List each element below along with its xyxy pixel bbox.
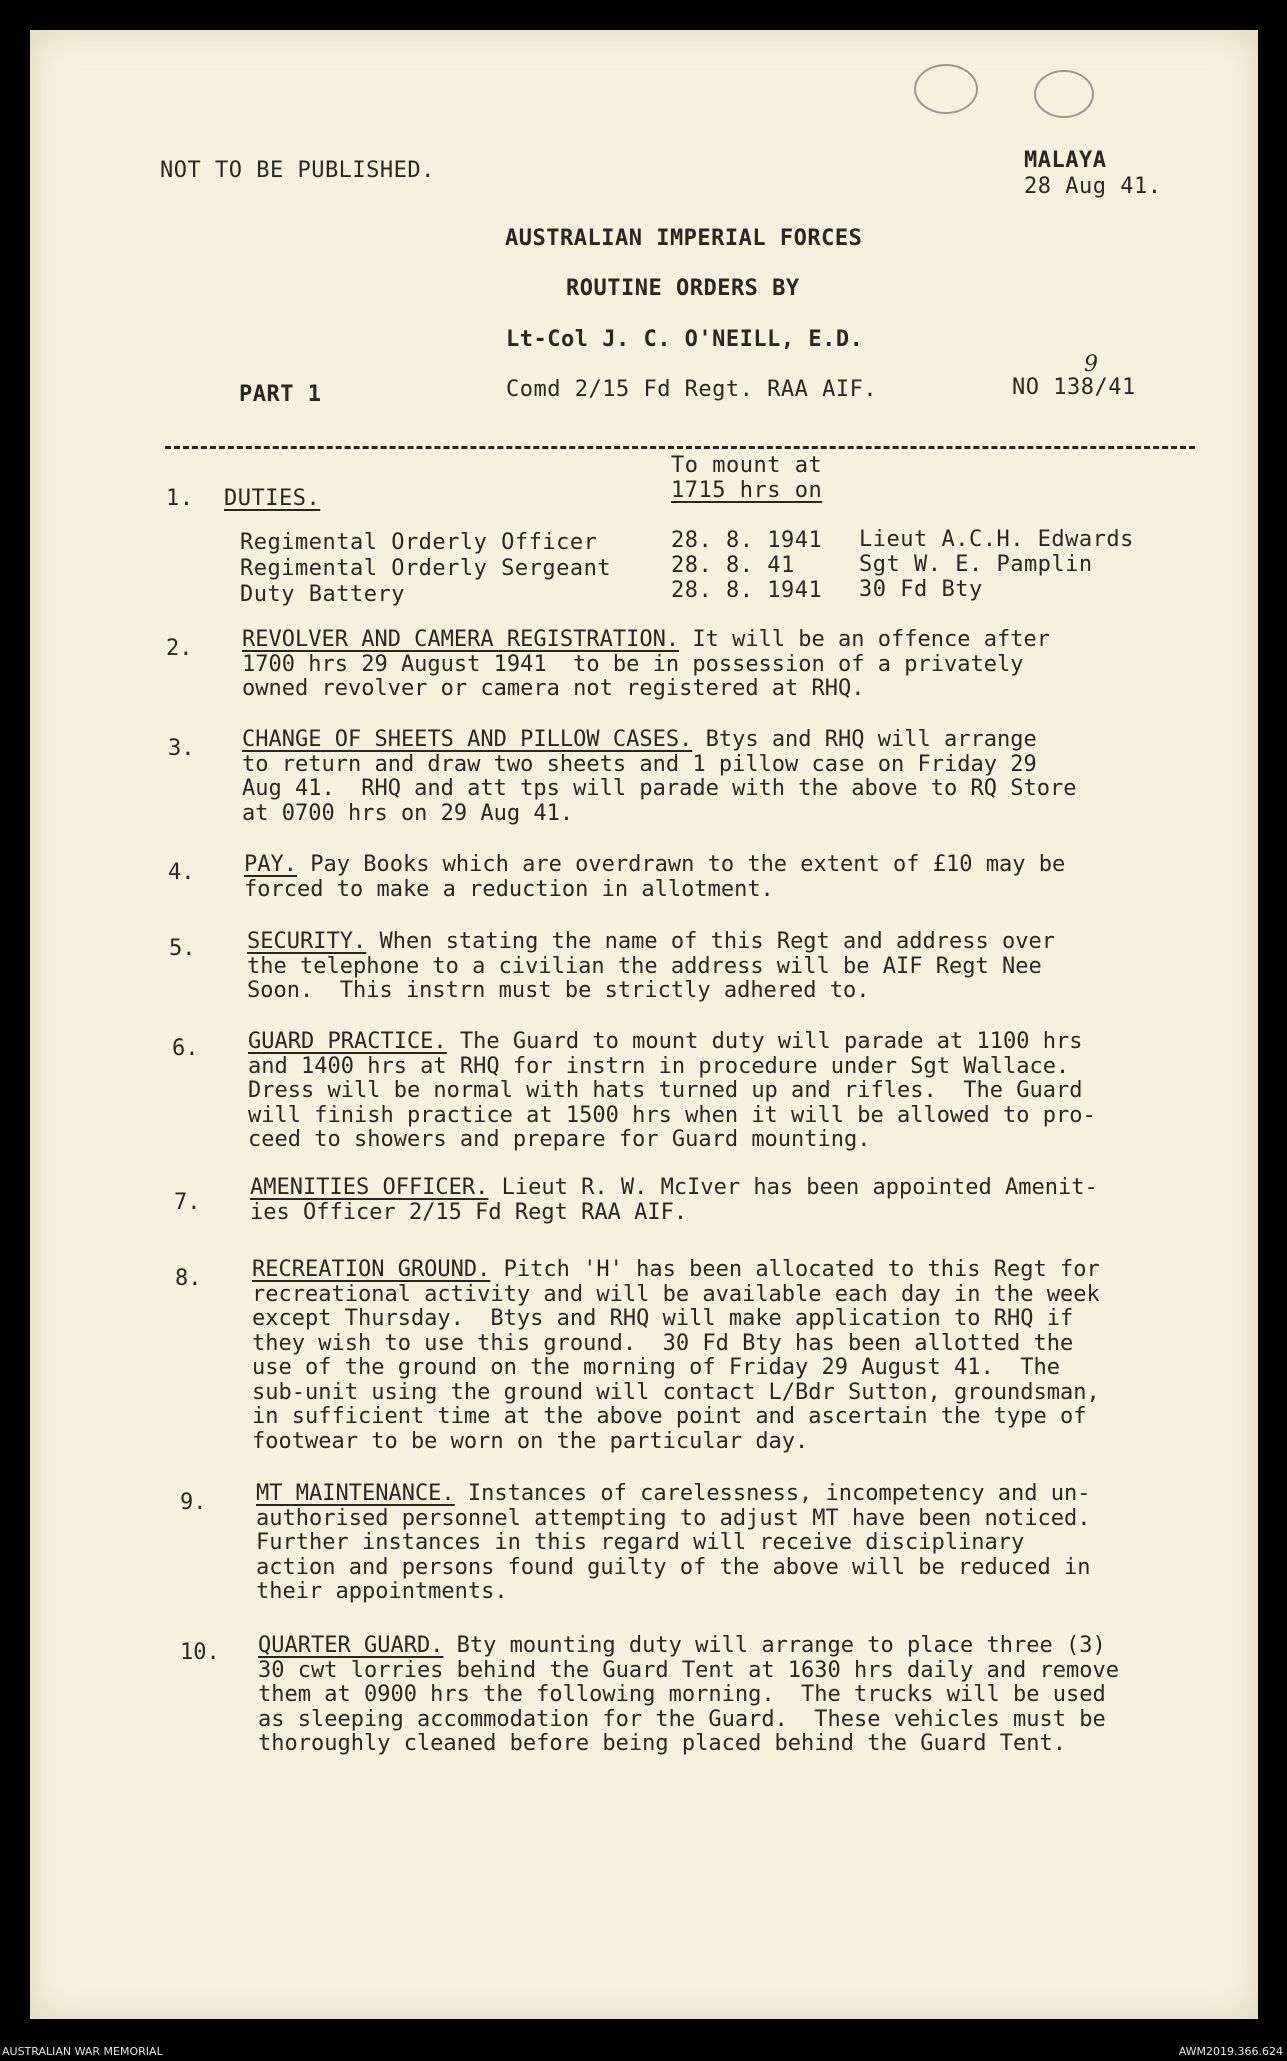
item-line: 1700 hrs 29 August 1941 to be in possession of a privately [242,651,1024,677]
item-pay [244,853,1065,902]
order-number: NO 138/41 [1012,375,1136,400]
item-line: Bty mounting duty will arrange to place three (3) [443,1633,1106,1658]
item-line: in sufficient time at the above point and ascertain the type of [252,1404,1087,1429]
item-line: authorised personnel attempting to adjust MT have been noticed. [256,1505,1091,1531]
item-number-8: 8. [175,1266,202,1291]
title-line-3: Lt-Col J. C. O'NEILL, E.D. [506,327,864,352]
item-line: them at 0900 hrs the following morning. The trucks will be used [258,1682,1106,1707]
duties-column-header-2: 1715 hrs on [671,478,823,503]
punch-hole-mark-right [1034,70,1094,118]
item-revolver-camera-registration [242,628,1050,702]
item-number-2: 2. [166,636,193,661]
item-recreation-ground [252,1258,1100,1454]
item-change-of-sheets [242,728,1076,826]
item-line: action and persons found guilty of the above will be reduced in [256,1554,1091,1580]
item-heading: MT MAINTENANCE. [256,1481,455,1506]
duty-date-3: 28. 8. 1941 [671,578,823,603]
item-heading: REVOLVER AND CAMERA REGISTRATION. [242,627,680,652]
item-heading: QUARTER GUARD. [258,1633,444,1658]
item-number-3: 3. [168,736,195,761]
item-number-10: 10. [180,1640,220,1665]
item-line: the telephone to a civilian the address will be AIF Regt Nee [247,953,1042,979]
item-number-6: 6. [172,1036,199,1061]
duty-role-2: Regimental Orderly Sergeant [240,556,612,581]
command-line: Comd 2/15 Fd Regt. RAA AIF. [506,377,878,402]
item-heading: CHANGE OF SHEETS AND PILLOW CASES. [242,727,693,752]
item-line: Pay Books which are overdrawn to the extent of £10 may be [296,852,1066,877]
item-line: Instances of carelessness, incompetency and un- [454,1481,1091,1506]
item-line: except Thursday. Btys and RHQ will make application to RHQ if [252,1306,1074,1331]
item-number-9: 9. [180,1490,207,1515]
item-line: Soon. This instrn must be strictly adhered to. [247,978,870,1003]
item-heading: SECURITY. [247,929,367,954]
duty-date-2: 28. 8. 41 [671,553,795,578]
item-line: owned revolver or camera not registered at RHQ. [242,676,865,701]
duties-column-header-1: To mount at [671,453,823,478]
item-heading: GUARD PRACTICE. [248,1029,447,1054]
item-line: Further instances in this regard will receive disciplinary [256,1530,1025,1555]
item-line: Pitch 'H' has been allocated to this Regt for [490,1257,1100,1282]
item-line: at 0700 hrs on 29 Aug 41. [242,800,574,826]
item-line: When stating the name of this Regt and address over [366,929,1055,954]
item-line: as sleeping accommodation for the Guard. These vehicles must be [258,1706,1106,1732]
item-quarter-guard [258,1634,1119,1757]
item-number-7: 7. [174,1190,201,1215]
duty-date-1: 28. 8. 1941 [671,528,823,553]
location: MALAYA [1024,148,1107,173]
archive-caption-left: AUSTRALIAN WAR MEMORIAL [2,2045,163,2058]
item-line: use of the ground on the morning of Friday 29 August 41. The [252,1355,1060,1380]
item-mt-maintenance [256,1482,1090,1605]
punch-hole-mark-left [914,64,978,114]
handwritten-number-annotation: 9 [1084,352,1098,377]
item-number-5: 5. [169,936,196,961]
item-line: and 1400 hrs at RHQ for instrn in procedure under Sgt Wallace. [248,1053,1070,1079]
item-line: their appointments. [256,1579,508,1604]
item-line: ceed to showers and prepare for Guard mounting. [248,1127,871,1152]
duty-role-3: Duty Battery [240,582,405,607]
item-number-1: 1. [166,486,194,511]
item-line: recreational activity and will be available each day in the week [252,1281,1100,1307]
item-heading: PAY. [244,852,297,877]
item-line: to return and draw two sheets and 1 pillow case on Friday 29 [242,751,1037,777]
duties-heading: DUTIES. [224,486,321,511]
item-line: footwear to be worn on the particular day. [252,1428,809,1454]
item-heading: RECREATION GROUND. [252,1257,491,1282]
item-line: Lieut R. W. McIver has been appointed Amenit- [488,1175,1098,1200]
item-line: forced to make a reduction in allotment. [244,876,774,902]
item-amenities-officer [250,1176,1098,1225]
item-number-4: 4. [168,860,195,885]
item-line: sub-unit using the ground will contact L/Bdr Sutton, groundsman, [252,1379,1100,1405]
part-label: PART 1 [239,382,322,407]
item-security [247,930,1055,1004]
duty-assignee-3: 30 Fd Bty [859,577,983,602]
archive-caption-right: AWM2019.366.624 [1178,2045,1283,2058]
item-line: will finish practice at 1500 hrs when it will be allowed to pro- [248,1102,1096,1128]
title-line-2: ROUTINE ORDERS BY [566,276,800,301]
duty-assignee-2: Sgt W. E. Pamplin [859,552,1093,577]
duty-assignee-1: Lieut A.C.H. Edwards [859,527,1134,552]
item-line: 30 cwt lorries behind the Guard Tent at 1630 hrs daily and remove [258,1657,1119,1683]
header-divider [165,446,1195,449]
item-line: Dress will be normal with hats turned up and rifles. The Guard [248,1078,1083,1103]
item-guard-practice [248,1030,1096,1153]
item-line: It will be an offence after [679,627,1050,652]
item-line: Aug 41. RHQ and att tps will parade with the above to RQ Store [242,776,1077,801]
duty-role-1: Regimental Orderly Officer [240,530,598,555]
item-line: The Guard to mount duty will parade at 1100 hrs [446,1029,1083,1054]
title-line-1: AUSTRALIAN IMPERIAL FORCES [505,226,863,251]
item-line: Btys and RHQ will arrange [692,727,1037,752]
item-line: ies Officer 2/15 Fd Regt RAA AIF. [250,1199,688,1225]
item-line: thoroughly cleaned before being placed behind the Guard Tent. [258,1731,1066,1756]
classification-notice: NOT TO BE PUBLISHED. [160,158,435,183]
date: 28 Aug 41. [1024,174,1162,199]
item-line: they wish to use this ground. 30 Fd Bty has been allotted the [252,1330,1074,1356]
item-heading: AMENITIES OFFICER. [250,1175,489,1200]
